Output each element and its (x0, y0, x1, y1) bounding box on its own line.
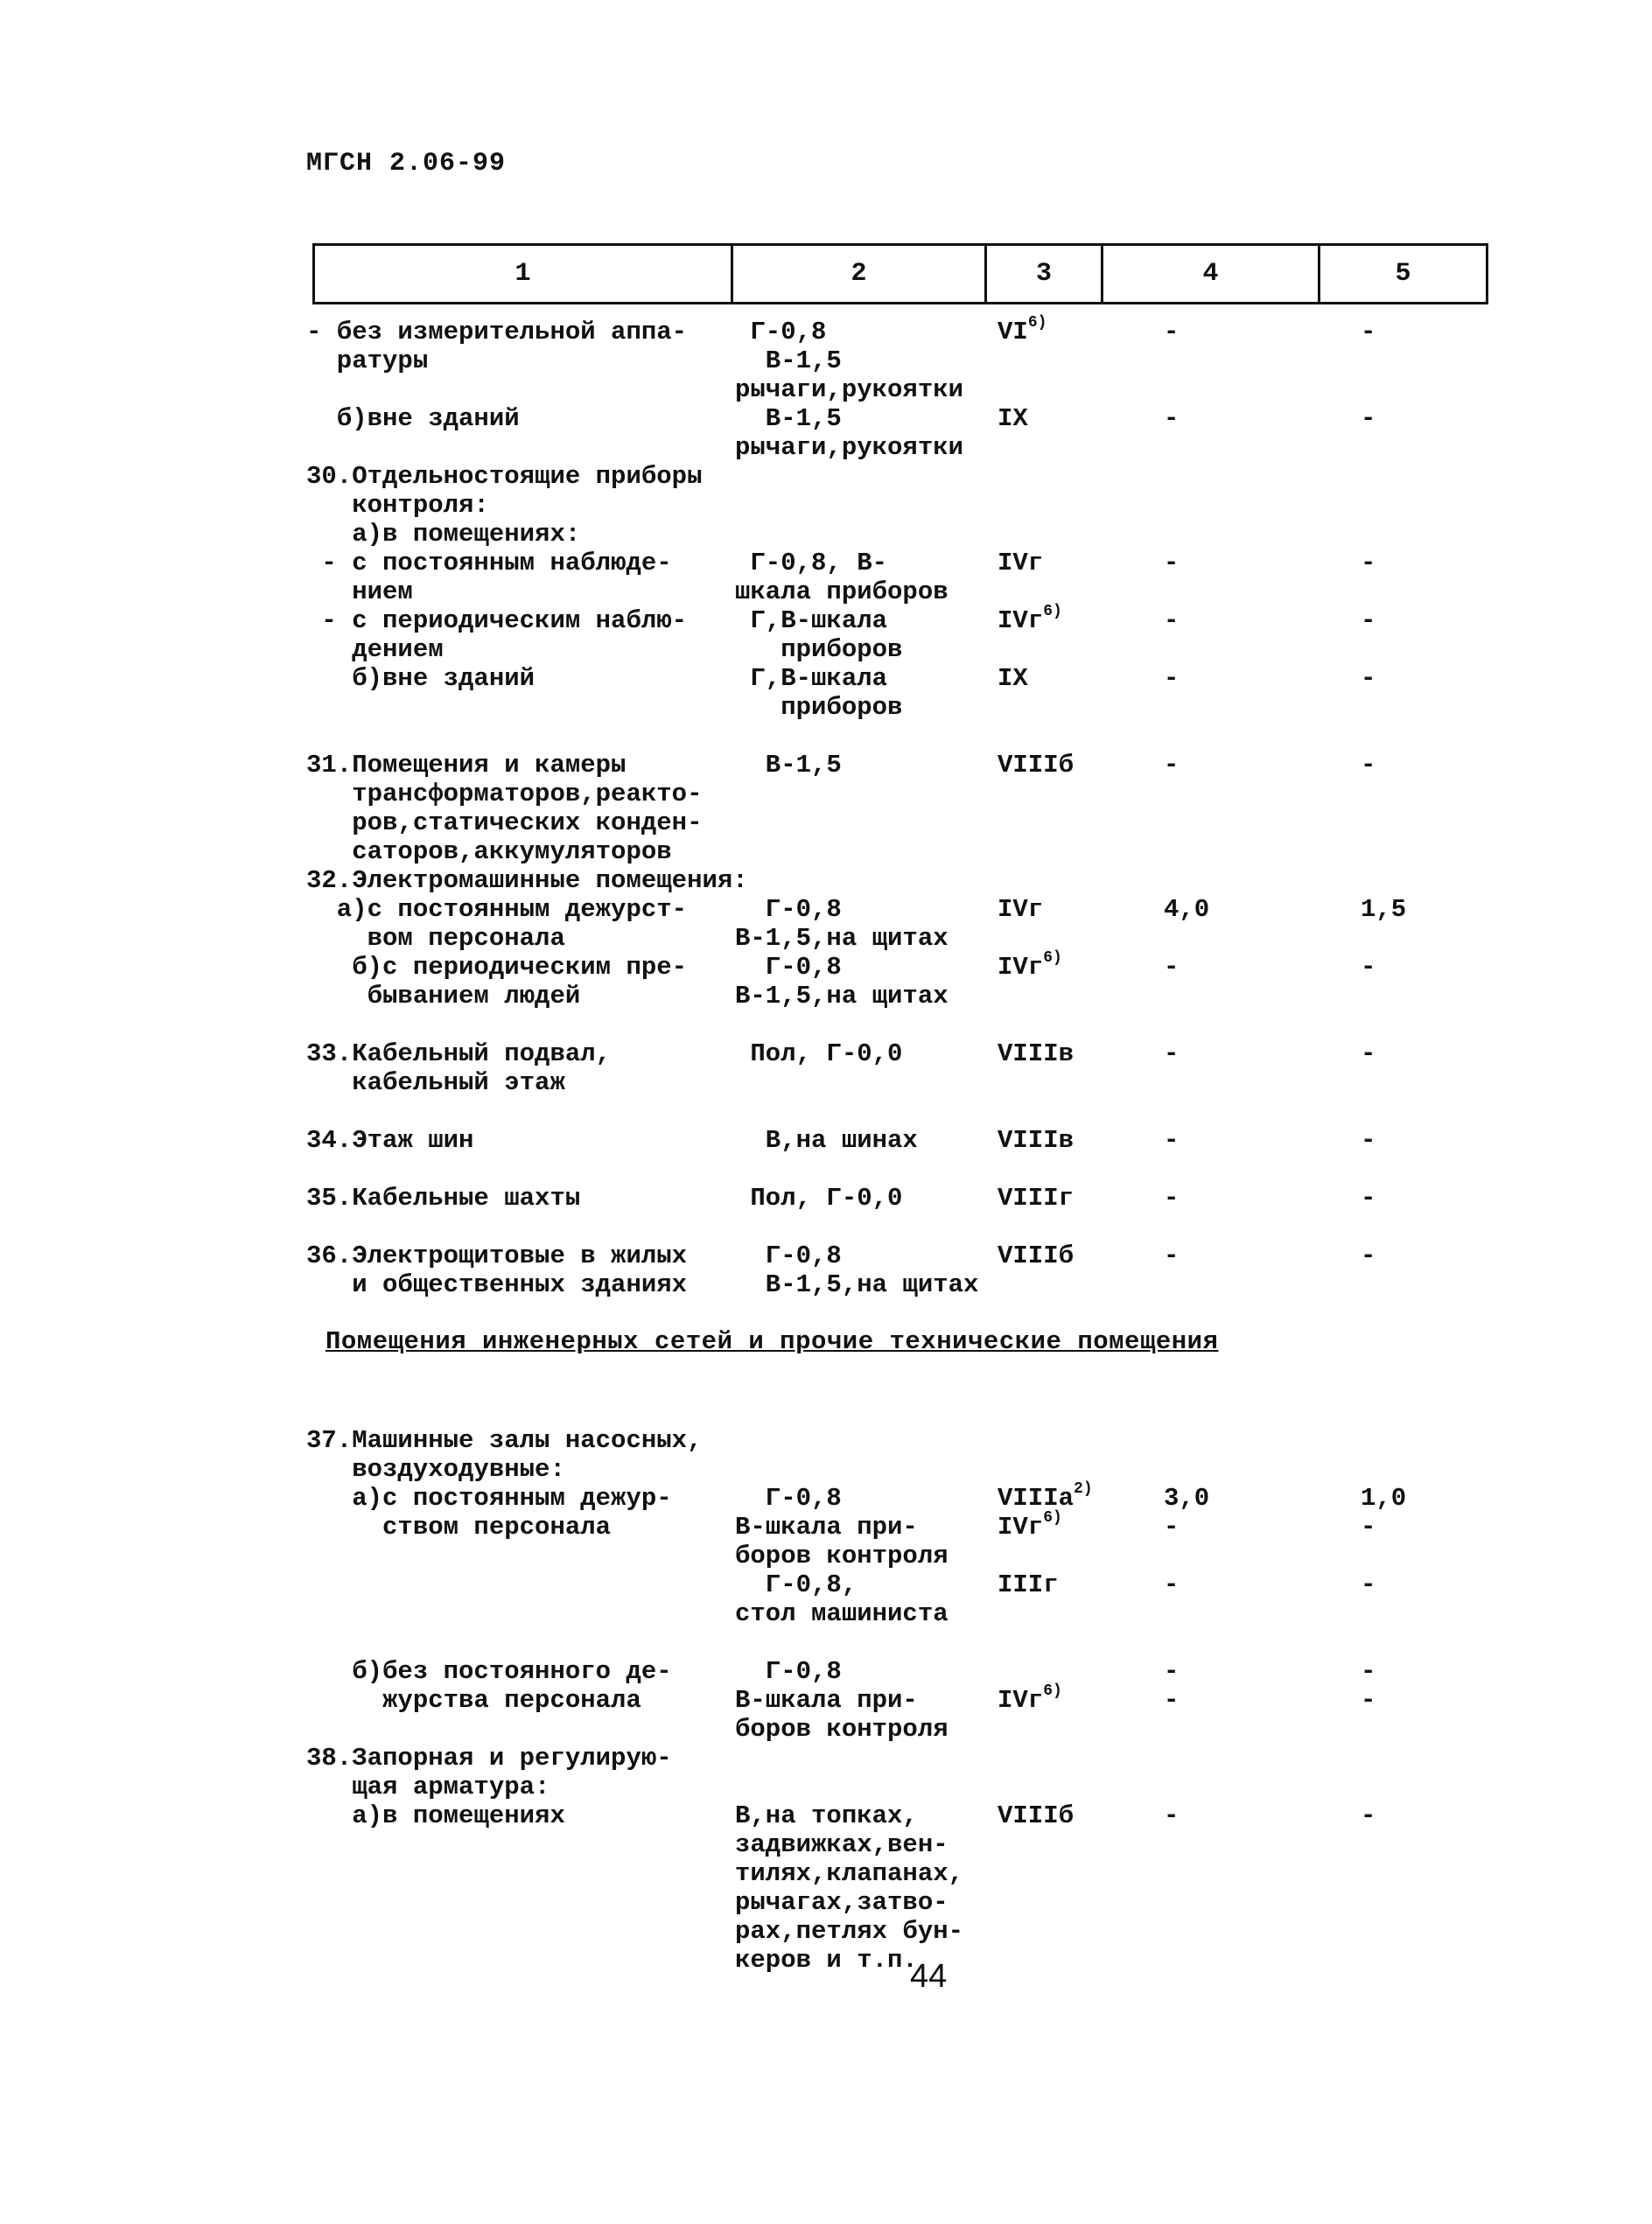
cell-c5: - (1361, 1184, 1376, 1213)
cell-c2: В-1,5 (735, 751, 842, 780)
table-row (0, 1744, 1652, 1773)
cell-c5: - (1361, 1657, 1376, 1686)
table-row (0, 1270, 1652, 1299)
cell-c4: - (1164, 1570, 1180, 1599)
table-body-bottom (0, 1426, 1652, 1975)
cell-c2: Г-0,8, (735, 1570, 858, 1599)
cell-c1: - с периодическим наблю- (306, 606, 688, 635)
cell-c5: - (1361, 1686, 1376, 1715)
cell-c2: тилях,клапанах, (735, 1859, 964, 1888)
cell-c2: приборов (735, 635, 903, 664)
cell-c1: кабельный этаж (306, 1068, 565, 1097)
column-header-4: 4 (1103, 246, 1320, 302)
cell-c5: - (1361, 751, 1376, 780)
cell-c1: 32.Электромашинные помещения: (306, 866, 748, 895)
footnote-mark: 2) (1074, 1480, 1093, 1498)
table-row (0, 1682, 1652, 1715)
footnote-mark: 6) (1043, 1509, 1062, 1527)
cell-c2: приборов (735, 693, 903, 722)
cell-c5: - (1361, 606, 1376, 635)
table-row (0, 1455, 1652, 1484)
table-row (0, 1068, 1652, 1097)
cell-c4: - (1164, 1513, 1180, 1542)
table-row (0, 1155, 1652, 1184)
cell-c5: - (1361, 1513, 1376, 1542)
cell-c2: В-1,5,на щитах (735, 982, 948, 1011)
cell-c1: 31.Помещения и камеры (306, 751, 626, 780)
cell-c3: VIIIб (998, 1801, 1074, 1830)
cell-c1: 34.Этаж шин (306, 1126, 474, 1155)
table-row (0, 1917, 1652, 1946)
cell-c5: - (1361, 549, 1376, 577)
cell-c1: а)с постоянным дежур- (306, 1484, 672, 1513)
cell-c3: VI$^{6)}$ (998, 314, 1047, 346)
cell-c3: IX (998, 404, 1028, 433)
cell-c2: В,на топках, (735, 1801, 918, 1830)
cell-c4: - (1164, 751, 1180, 780)
table-row (0, 603, 1652, 635)
cell-c2: В-1,5,на щитах (735, 924, 948, 953)
column-header-5: 5 (1395, 259, 1411, 289)
cell-c2: Пол, Г-0,0 (735, 1184, 903, 1213)
cell-c2: керов и т.п. (735, 1946, 918, 1975)
cell-c4: - (1164, 953, 1180, 982)
cell-c2: Г-0,8 (735, 318, 827, 346)
cell-c3: VIIIа$^{2)}$ (998, 1480, 1093, 1513)
table-row (0, 1830, 1652, 1859)
cell-c1: - с постоянным наблюде- (306, 549, 672, 577)
cell-c2: В-1,5 (735, 346, 842, 375)
cell-c1: б)с периодическим пре- (306, 953, 688, 982)
cell-c4: - (1164, 318, 1180, 346)
cell-c5: - (1361, 1039, 1376, 1068)
table-row (0, 895, 1652, 924)
table-row (0, 577, 1652, 606)
cell-c2: Г-0,8 (735, 1657, 842, 1686)
cell-c4: 3,0 (1164, 1484, 1210, 1513)
cell-c5: - (1361, 1570, 1376, 1599)
cell-c1: 38.Запорная и регулирую- (306, 1744, 672, 1773)
table-row (0, 1097, 1652, 1126)
cell-c1: б)вне зданий (306, 664, 536, 693)
document-code: МГСН 2.06-99 (306, 149, 507, 178)
table-row (0, 1570, 1652, 1599)
table-row (0, 837, 1652, 866)
table-row (0, 1426, 1652, 1455)
cell-c4: - (1164, 1184, 1180, 1213)
cell-c3: IVг$^{6)}$ (998, 949, 1062, 982)
cell-c2: рычаги,рукоятки (735, 433, 964, 462)
cell-c2: В-шкала при- (735, 1686, 918, 1715)
cell-c1: - без измерительной аппа- (306, 318, 688, 346)
cell-c2: В-1,5 (735, 404, 842, 433)
cell-c3: VIIIв (998, 1039, 1074, 1068)
table-row (0, 1801, 1652, 1830)
table-row (0, 375, 1652, 404)
cell-c1: воздуходувные: (306, 1455, 565, 1484)
cell-c4: - (1164, 1126, 1180, 1155)
table-row (0, 664, 1652, 693)
cell-c1: 36.Электрощитовые в жилых (306, 1241, 688, 1270)
table-row (0, 924, 1652, 953)
table-row (0, 462, 1652, 491)
table-row (0, 635, 1652, 664)
cell-c2: Г,В-шкала (735, 664, 888, 693)
table-row (0, 1184, 1652, 1213)
cell-c4: - (1164, 1039, 1180, 1068)
cell-c5: - (1361, 664, 1376, 693)
cell-c2: шкала приборов (735, 577, 948, 606)
cell-c2: рах,петлях бун- (735, 1917, 964, 1946)
cell-c4: - (1164, 664, 1180, 693)
cell-c2: рычагах,затво- (735, 1888, 948, 1917)
footnote-mark: 6) (1027, 314, 1047, 332)
cell-c3: IIIг (998, 1570, 1059, 1599)
cell-c2: стол машиниста (735, 1599, 948, 1628)
table-row (0, 949, 1652, 982)
table-row (0, 1715, 1652, 1744)
table-row (0, 1599, 1652, 1628)
cell-c3: VIIIб (998, 751, 1074, 780)
table-row (0, 1011, 1652, 1039)
table-row (0, 866, 1652, 895)
table-row (0, 1859, 1652, 1888)
cell-c3: IX (998, 664, 1028, 693)
table-body-top (0, 314, 1652, 1299)
cell-c1: быванием людей (306, 982, 581, 1011)
cell-c2: Г,В-шкала (735, 606, 888, 635)
cell-c3: IVг$^{6)}$ (998, 1509, 1062, 1542)
cell-c2: Г-0,8 (735, 895, 842, 924)
table-row (0, 1241, 1652, 1270)
table-row (0, 1628, 1652, 1657)
table-row (0, 808, 1652, 837)
cell-c2: Г-0,8 (735, 1484, 842, 1513)
footnote-mark: 6) (1043, 1682, 1062, 1700)
table-row (0, 314, 1652, 346)
table-row (0, 722, 1652, 751)
table-row (0, 549, 1652, 577)
cell-c1: вом персонала (306, 924, 565, 953)
cell-c1: и общественных зданиях (306, 1270, 688, 1299)
cell-c1: а)с постоянным дежурст- (306, 895, 688, 924)
section-title: Помещения инженерных сетей и прочие технические помещения (326, 1327, 1219, 1356)
cell-c3: IVг$^{6)}$ (998, 1682, 1062, 1715)
cell-c1: а)в помещениях: (306, 520, 581, 549)
column-header-3: 3 (987, 246, 1103, 302)
table-row (0, 751, 1652, 780)
page-number: 44 (910, 1958, 948, 1995)
cell-c2: Г-0,8 (735, 953, 842, 982)
cell-c4: - (1164, 1686, 1180, 1715)
cell-c1: 30.Отдельностоящие приборы (306, 462, 703, 491)
footnote-mark: 6) (1043, 949, 1062, 967)
cell-c3: IVг (998, 549, 1044, 577)
table-row (0, 1542, 1652, 1570)
cell-c2: В,на шинах (735, 1126, 918, 1155)
table-row (0, 1480, 1652, 1513)
cell-c1: трансформаторов,реакто- (306, 780, 703, 808)
cell-c3: IVг (998, 895, 1044, 924)
table-row (0, 1773, 1652, 1801)
cell-c2: В-шкала при- (735, 1513, 918, 1542)
table-row (0, 1509, 1652, 1542)
table-header (312, 243, 1488, 304)
cell-c5: - (1361, 1801, 1376, 1830)
cell-c3: VIIIг (998, 1184, 1074, 1213)
table-row (0, 1126, 1652, 1155)
cell-c3: VIIIв (998, 1126, 1074, 1155)
cell-c2: Г-0,8 (735, 1241, 842, 1270)
cell-c2: боров контроля (735, 1542, 948, 1570)
table-row (0, 982, 1652, 1011)
table-row (0, 520, 1652, 549)
cell-c2: боров контроля (735, 1715, 948, 1744)
cell-c1: 35.Кабельные шахты (306, 1184, 581, 1213)
cell-c2: Пол, Г-0,0 (735, 1039, 903, 1068)
cell-c4: - (1164, 606, 1180, 635)
cell-c4: - (1164, 1801, 1180, 1830)
cell-c1: 37.Машинные залы насосных, (306, 1426, 703, 1455)
cell-c1: журства персонала (306, 1686, 641, 1715)
cell-c5: 1,0 (1361, 1484, 1407, 1513)
cell-c2: рычаги,рукоятки (735, 375, 964, 404)
cell-c4: - (1164, 404, 1180, 433)
cell-c5: - (1361, 318, 1376, 346)
cell-c1: щая арматура: (306, 1773, 550, 1801)
table-row (0, 1039, 1652, 1068)
table-row (0, 1888, 1652, 1917)
cell-c1: б)без постоянного де- (306, 1657, 672, 1686)
cell-c3: VIIIб (998, 1241, 1074, 1270)
cell-c1: дением (306, 635, 444, 664)
cell-c2: Г-0,8, В- (735, 549, 888, 577)
cell-c1: ством персонала (306, 1513, 612, 1542)
table-row (0, 433, 1652, 462)
column-header-1: 1 (315, 246, 733, 302)
table-row (0, 1946, 1652, 1975)
cell-c1: а)в помещениях (306, 1801, 565, 1830)
cell-c3: IVг$^{6)}$ (998, 603, 1062, 635)
cell-c4: - (1164, 1657, 1180, 1686)
table-row (0, 1657, 1652, 1686)
column-header-2: 2 (733, 246, 987, 302)
cell-c2: задвижках,вен- (735, 1830, 948, 1859)
cell-c5: - (1361, 1241, 1376, 1270)
cell-c2: В-1,5,на щитах (735, 1270, 979, 1299)
table-row (0, 693, 1652, 722)
cell-c1: ров,статических конден- (306, 808, 703, 837)
table-row (0, 346, 1652, 375)
cell-c5: - (1361, 404, 1376, 433)
cell-c5: 1,5 (1361, 895, 1407, 924)
cell-c4: - (1164, 549, 1180, 577)
cell-c4: - (1164, 1241, 1180, 1270)
cell-c1: ратуры (306, 346, 429, 375)
cell-c4: 4,0 (1164, 895, 1210, 924)
table-row (0, 404, 1652, 433)
table-row (0, 491, 1652, 520)
cell-c1: 33.Кабельный подвал, (306, 1039, 612, 1068)
table-row (0, 1213, 1652, 1241)
cell-c1: контроля: (306, 491, 489, 520)
cell-c5: - (1361, 953, 1376, 982)
table-row (0, 780, 1652, 808)
footnote-mark: 6) (1043, 603, 1062, 620)
cell-c5: - (1361, 1126, 1376, 1155)
cell-c1: б)вне зданий (306, 404, 520, 433)
cell-c1: нием (306, 577, 413, 606)
cell-c1: саторов,аккумуляторов (306, 837, 672, 866)
